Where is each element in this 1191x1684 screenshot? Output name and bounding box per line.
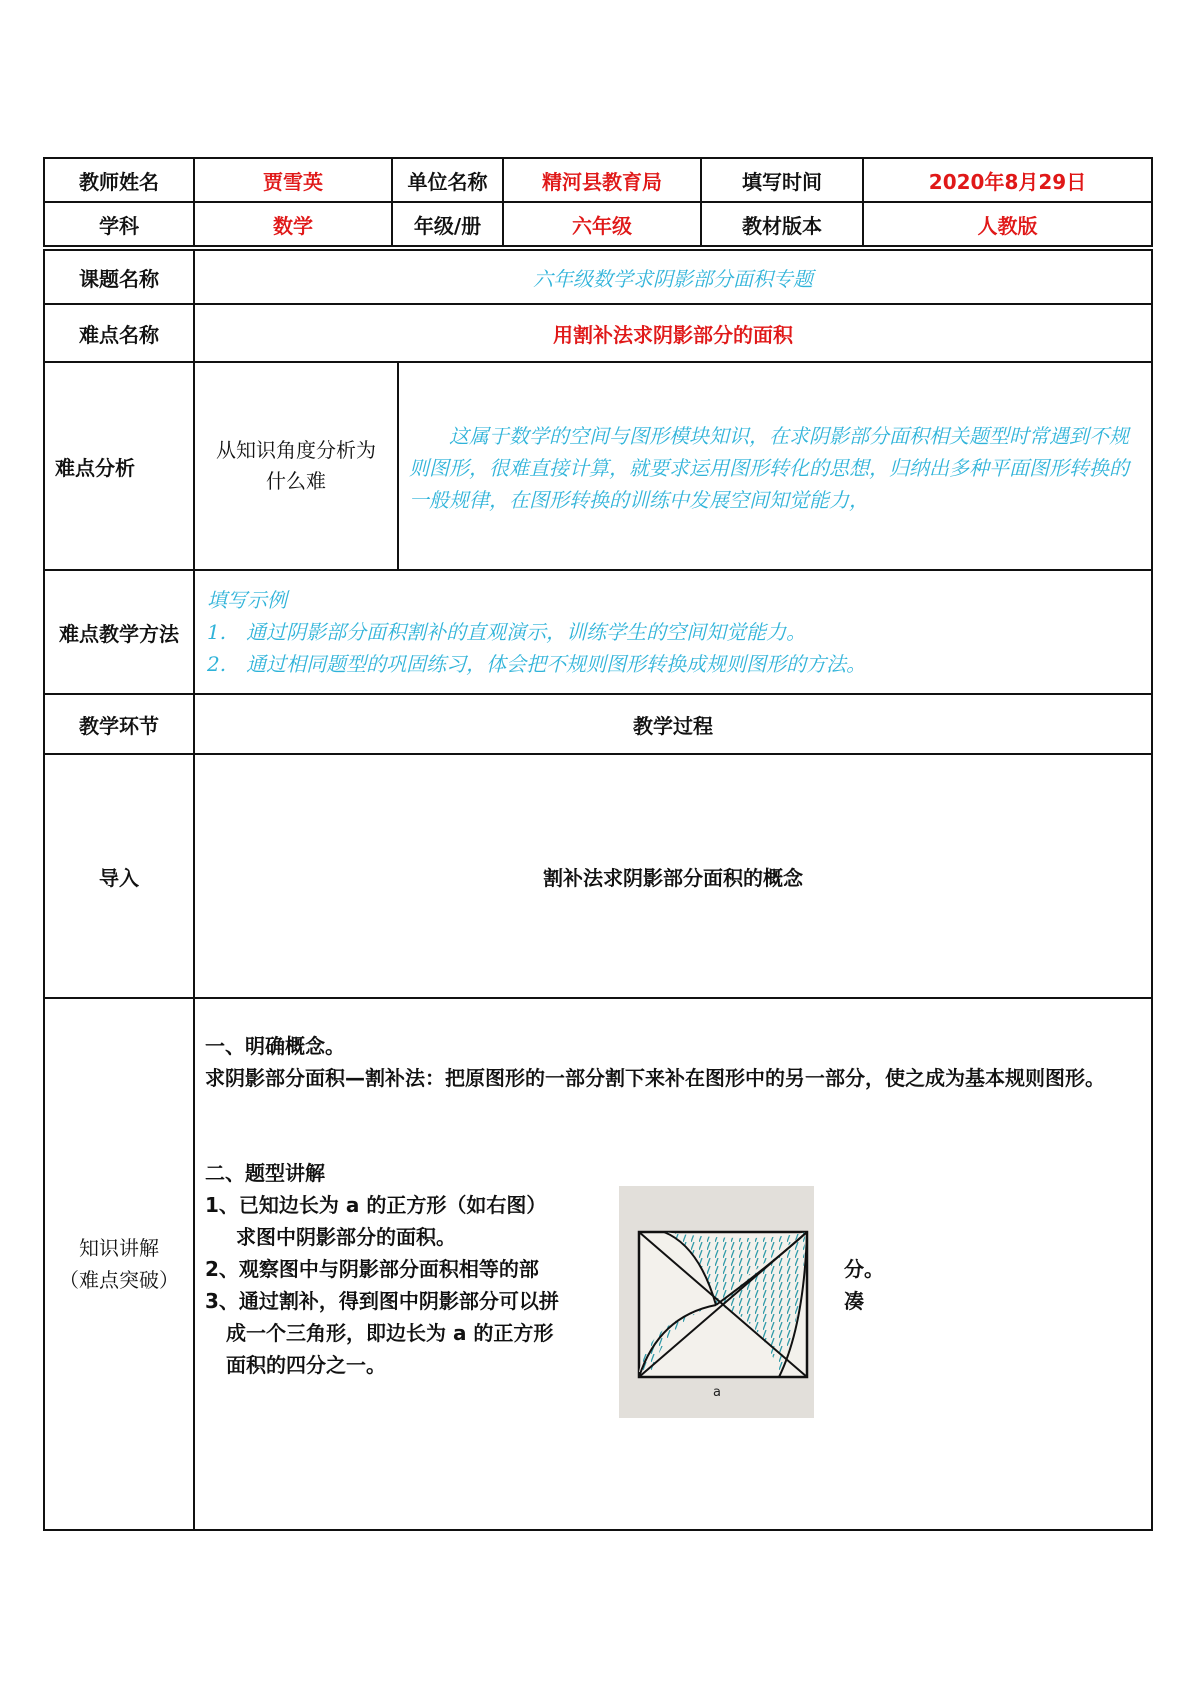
problem-line4-end: 凑: [844, 1289, 864, 1313]
problem-line4: 3、通过割补，得到图中阴影部分可以拼: [205, 1289, 559, 1313]
problem-line5: 成一个三角形，即边长为 a 的正方形: [226, 1321, 554, 1345]
teacher-label: 教师姓名: [43, 157, 195, 203]
topic-label: 课题名称: [43, 249, 195, 305]
subject-label: 学科: [43, 201, 195, 247]
difficulty-label: 难点名称: [43, 303, 195, 363]
time-label: 填写时间: [700, 157, 864, 203]
problem-line3: 2、观察图中与阴影部分面积相等的部: [205, 1257, 539, 1281]
problem-line6: 面积的四分之一。: [226, 1353, 386, 1377]
process-stage-label: 教学环节: [43, 693, 195, 755]
knowledge-label-line2: （难点突破）: [59, 1268, 179, 1292]
grade: 六年级: [502, 201, 702, 247]
problem-line3-end: 分。: [844, 1257, 884, 1281]
grade-label: 年级/册: [391, 201, 504, 247]
method-item-1: 1. 通过阴影部分面积割补的直观演示，训练学生的空间知觉能力。: [207, 620, 807, 644]
unit-name: 精河县教育局: [502, 157, 702, 203]
difficulty-title: 用割补法求阴影部分的面积: [193, 303, 1153, 363]
knowledge-label-line1: 知识讲解: [79, 1236, 159, 1260]
square-figure: [619, 1186, 814, 1418]
intro-label: 导入: [43, 753, 195, 999]
analysis-cell: [397, 361, 1153, 571]
analysis-text: 这属于数学的空间与图形模块知识，在求阴影部分面积相关题型时常遇到不规则图形，很难直接计算，就要求运用图形转化的思想，归纳出多种平面图形转换的一般规律，在图形转换的训练中发展空间知觉能力，: [409, 424, 1129, 512]
fill-date: 2020年8月29日: [862, 157, 1153, 203]
method-label: 难点教学方法: [43, 569, 195, 695]
unit-label: 单位名称: [391, 157, 504, 203]
problem-line1: 1、已知边长为 a 的正方形（如右图）: [205, 1193, 547, 1217]
square-diagram: [619, 1186, 814, 1418]
intro-text: 割补法求阴影部分面积的概念: [193, 753, 1153, 999]
knowledge-heading1: 一、明确概念。: [205, 1034, 345, 1058]
topic-title: 六年级数学求阴影部分面积专题: [193, 249, 1153, 305]
method-cell: [193, 569, 1153, 695]
edition: 人教版: [862, 201, 1153, 247]
problem-line2: 求图中阴影部分的面积。: [236, 1225, 456, 1249]
process-header: 教学过程: [193, 693, 1153, 755]
figure-side-label: a: [713, 1385, 721, 1400]
method-item-2: 2. 通过相同题型的巩固练习，体会把不规则图形转换成规则图形的方法。: [207, 652, 867, 676]
knowledge-concept: 求阴影部分面积—割补法：把原图形的一部分割下来补在图形中的另一部分，使之成为基本规则图形。: [205, 1066, 1105, 1090]
analysis-sublabel: 从知识角度分析为什么难: [193, 361, 399, 571]
method-example: 填写示例: [207, 588, 287, 612]
teacher-name: 贾雪英: [193, 157, 393, 203]
knowledge-label: [43, 997, 195, 1531]
edition-label: 教材版本: [700, 201, 864, 247]
knowledge-heading2: 二、题型讲解: [205, 1161, 325, 1185]
subject: 数学: [193, 201, 393, 247]
analysis-label: 难点分析: [43, 361, 195, 571]
